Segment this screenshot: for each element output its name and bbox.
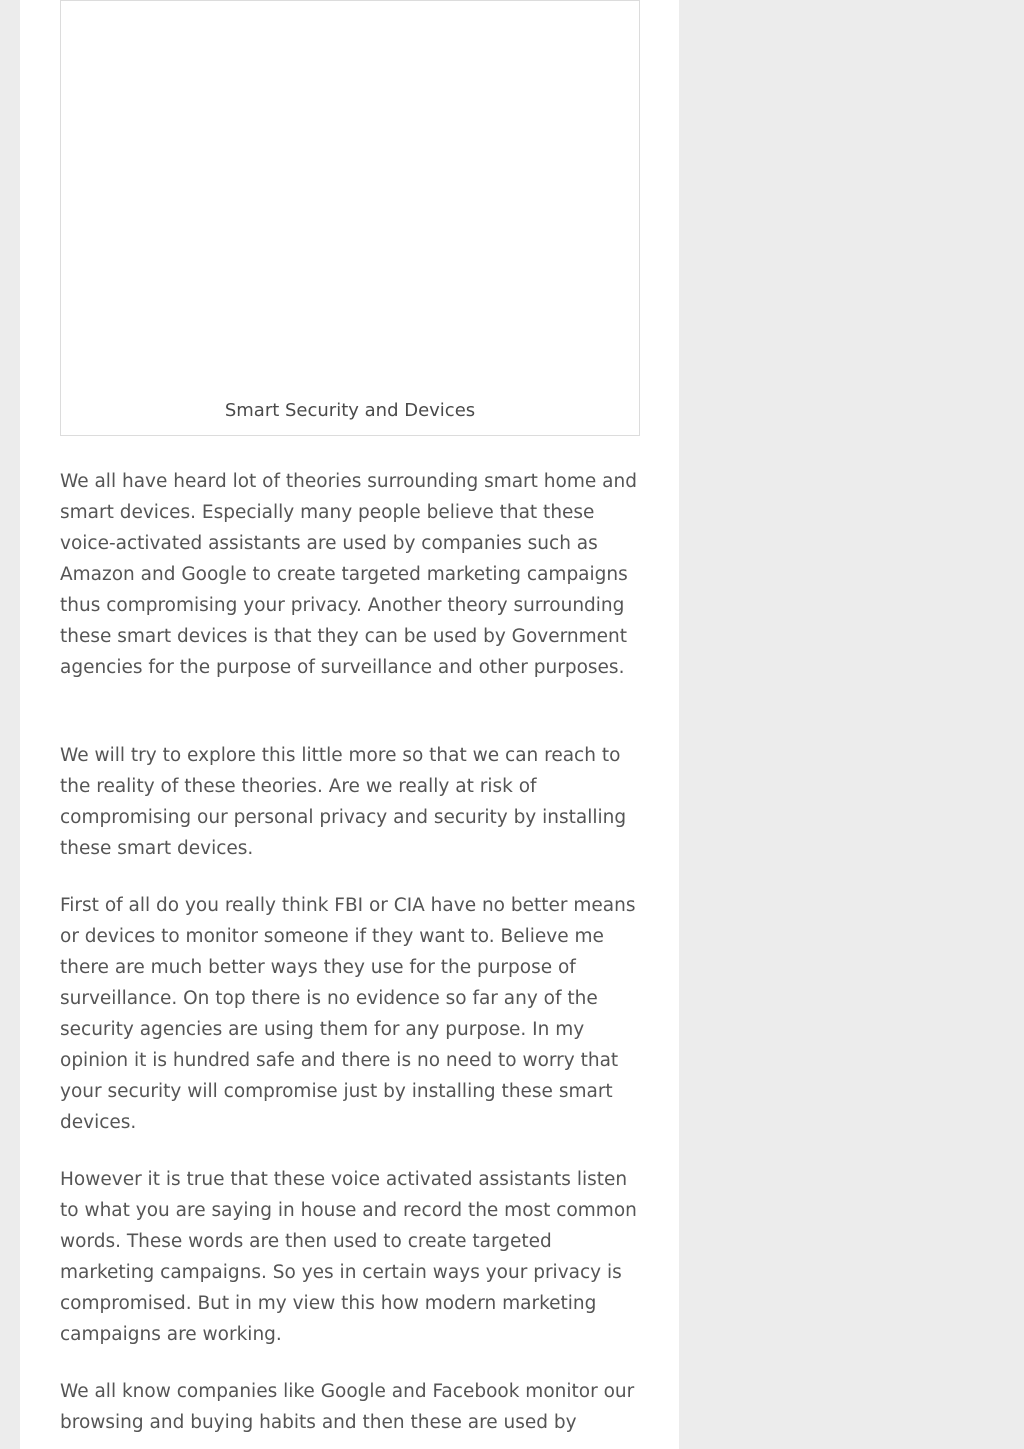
- article-paragraph: We will try to explore this little more so that we can reach to the reality of these theories. Are we really at risk of compromising our personal privacy and security by installing these smart devices.: [60, 745, 627, 859]
- article-paragraph: However it is true that these voice activated assistants listen to what you are saying in house and record the most common words. These words are then used to create targeted marketing campaigns. So yes in certain ways your privacy is compromised. But in my view this how modern marketing campaigns are working.: [60, 1169, 637, 1345]
- figure-caption: Smart Security and Devices: [224, 400, 476, 421]
- article-content: [20, 0, 679, 1449]
- article-figure: [60, 0, 640, 436]
- article-paragraph: We all know companies like Google and Facebook monitor our browsing and buying habits and then these are used by: [60, 1381, 635, 1433]
- article-paragraph: We all have heard lot of theories surrounding smart home and smart devices. Especially many people believe that these voice-activated assistants are used by companies such as Amazon and Google to create targeted marketing campaigns thus compromising your privacy. Another theory surrounding these smart devices is that they can be used by Government agencies for the purpose of surveillance and other purposes.: [60, 471, 637, 678]
- figure-image-placeholder: [61, 1, 639, 386]
- article-paragraph: First of all do you really think FBI or CIA have no better means or devices to monitor someone if they want to. Believe me there are much better ways they use for the purpose of surveillance. On top there is no evidence so far any of the security agencies are using them for any purpose. In my opinion it is hundred safe and there is no need to worry that your security will compromise just by installing these smart devices.: [60, 895, 636, 1133]
